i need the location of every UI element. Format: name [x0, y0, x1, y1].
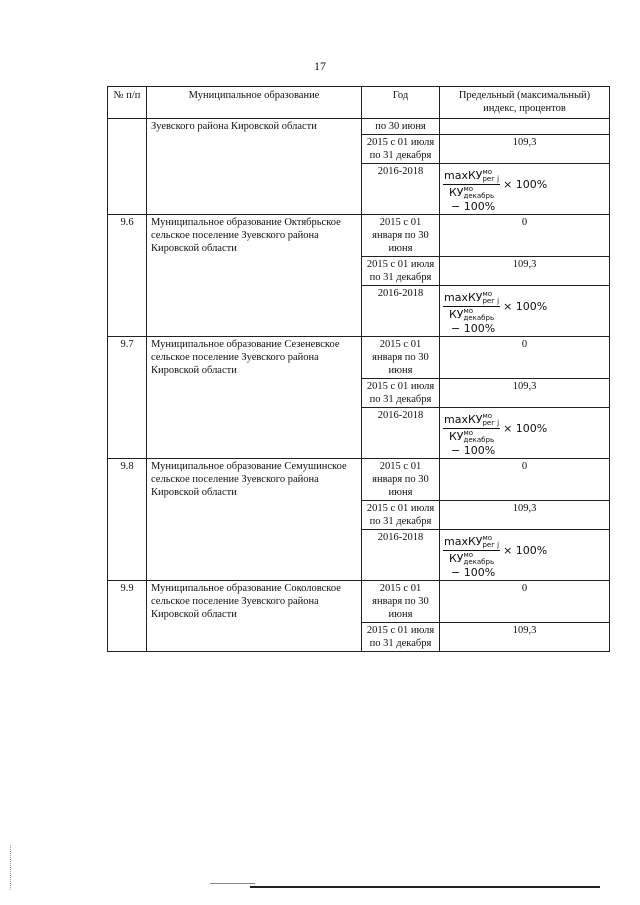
- municipality-name: Муниципальное образование Сезеневское сельское поселение Зуевского района Кировской области: [147, 337, 362, 459]
- formula-denominator-sub: декабрь: [463, 558, 495, 566]
- index-formula: [443, 287, 606, 335]
- row-number: 9.6: [108, 215, 147, 337]
- page-number: 17: [314, 59, 326, 73]
- municipality-name: Зуевского района Кировской области: [147, 119, 362, 215]
- scan-artifact-line: [210, 883, 255, 884]
- max-index: [440, 286, 610, 337]
- table-row: [108, 459, 610, 501]
- year-period: 2016-2018: [362, 530, 440, 581]
- header-index: Предельный (максимальный) индекс, процентов: [440, 87, 610, 119]
- max-index: 0: [440, 337, 610, 379]
- index-formula: [443, 531, 606, 579]
- max-index: [440, 119, 610, 135]
- formula-times: × 100%: [503, 178, 548, 191]
- formula-numerator-sup: мо: [482, 412, 493, 420]
- header-year: Год: [362, 87, 440, 119]
- year-period: 2015 с 01 июля по 31 декабря: [362, 257, 440, 286]
- formula-denominator-sub: декабрь: [463, 192, 495, 200]
- municipality-name: Муниципальное образование Октябрьское сельское поселение Зуевского района Кировской области: [147, 215, 362, 337]
- formula-numerator-sub: рег j: [482, 541, 500, 549]
- tariff-index-table: [107, 86, 610, 652]
- formula-numerator-sup: мо: [482, 168, 493, 176]
- year-period: 2015 с 01 января по 30 июня: [362, 581, 440, 623]
- max-index: 109,3: [440, 623, 610, 652]
- index-formula: [443, 409, 606, 457]
- max-index: [440, 408, 610, 459]
- municipality-name: Муниципальное образование Семушинское сельское поселение Зуевского района Кировской области: [147, 459, 362, 581]
- formula-times: × 100%: [503, 544, 548, 557]
- header-num: № п/п: [108, 87, 147, 119]
- index-formula: [443, 165, 606, 213]
- formula-denominator-sup: мо: [463, 307, 474, 315]
- formula-numerator-sub: рег j: [482, 297, 500, 305]
- year-period: 2015 с 01 июля по 31 декабря: [362, 379, 440, 408]
- row-number: 9.7: [108, 337, 147, 459]
- formula-numerator-sub: рег j: [482, 419, 500, 427]
- row-number: 9.8: [108, 459, 147, 581]
- formula-numerator-sup: мо: [482, 534, 493, 542]
- formula-minus: − 100%: [451, 444, 496, 457]
- row-number: 9.9: [108, 581, 147, 652]
- year-period: 2016-2018: [362, 164, 440, 215]
- table-row: [108, 337, 610, 379]
- max-index: 0: [440, 215, 610, 257]
- formula-denominator-sub: декабрь: [463, 314, 495, 322]
- max-index: 109,3: [440, 257, 610, 286]
- max-index: [440, 164, 610, 215]
- formula-denominator-sub: декабрь: [463, 436, 495, 444]
- formula-numerator-sub: рег j: [482, 175, 500, 183]
- max-index: 109,3: [440, 379, 610, 408]
- municipality-name: Муниципальное образование Соколовское сельское поселение Зуевского района Кировской области: [147, 581, 362, 652]
- year-period: по 30 июня: [362, 119, 440, 135]
- year-period: 2015 с 01 января по 30 июня: [362, 337, 440, 379]
- formula-denominator: КУ: [449, 308, 464, 321]
- max-index: 0: [440, 581, 610, 623]
- formula-denominator-sup: мо: [463, 429, 474, 437]
- table-header-row: [108, 87, 610, 119]
- year-period: 2015 с 01 января по 30 июня: [362, 215, 440, 257]
- max-index: [440, 530, 610, 581]
- formula-numerator: maxКУ: [444, 535, 483, 548]
- formula-denominator: КУ: [449, 552, 464, 565]
- formula-numerator-sup: мо: [482, 290, 493, 298]
- formula-times: × 100%: [503, 300, 548, 313]
- formula-minus: − 100%: [451, 322, 496, 335]
- formula-numerator: maxКУ: [444, 413, 483, 426]
- bottom-rule: [250, 886, 600, 888]
- formula-numerator: maxКУ: [444, 291, 483, 304]
- year-period: 2015 с 01 июля по 31 декабря: [362, 623, 440, 652]
- max-index: 0: [440, 459, 610, 501]
- header-municipality: Муниципальное образование: [147, 87, 362, 119]
- formula-denominator-sup: мо: [463, 185, 474, 193]
- formula-denominator: КУ: [449, 186, 464, 199]
- year-period: 2015 с 01 июля по 31 декабря: [362, 135, 440, 164]
- year-period: 2015 с 01 января по 30 июня: [362, 459, 440, 501]
- max-index: 109,3: [440, 501, 610, 530]
- scan-margin-mark: [10, 845, 12, 890]
- formula-minus: − 100%: [451, 566, 496, 579]
- max-index: 109,3: [440, 135, 610, 164]
- row-number: [108, 119, 147, 215]
- formula-denominator: КУ: [449, 430, 464, 443]
- year-period: 2016-2018: [362, 286, 440, 337]
- formula-minus: − 100%: [451, 200, 496, 213]
- formula-times: × 100%: [503, 422, 548, 435]
- table-row: [108, 119, 610, 135]
- formula-numerator: maxКУ: [444, 169, 483, 182]
- table-row: [108, 581, 610, 623]
- year-period: 2015 с 01 июля по 31 декабря: [362, 501, 440, 530]
- formula-denominator-sup: мо: [463, 551, 474, 559]
- table-row: [108, 215, 610, 257]
- year-period: 2016-2018: [362, 408, 440, 459]
